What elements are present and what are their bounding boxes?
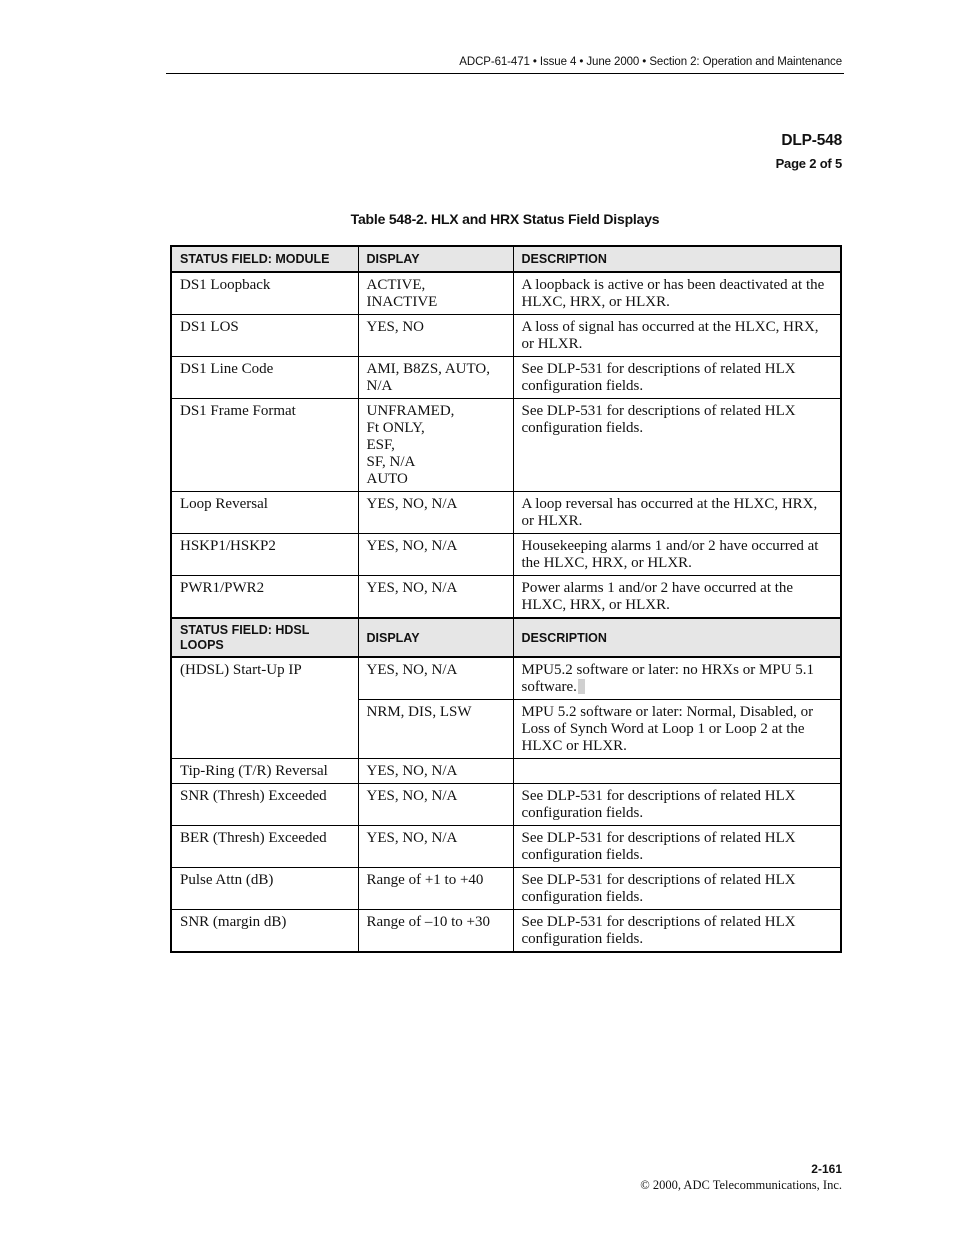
description-text: MPU5.2 software or later: no HRXs or MPU 5.1 software. [521, 662, 814, 695]
copyright-notice: © 2000, ADC Telecommunications, Inc. [640, 1178, 842, 1192]
description-cell: A loopback is active or has been deactivated at the HLXC, HRX, or HLXR. [513, 272, 841, 315]
display-cell: YES, NO, N/A [358, 492, 513, 534]
text-cursor-mark [578, 679, 585, 694]
display-cell: YES, NO, N/A [358, 784, 513, 826]
description-cell [513, 657, 841, 700]
description-cell: MPU 5.2 software or later: Normal, Disabled, or Loss of Synch Word at Loop 1 or Loop 2 at the HLXC or HLXR. [513, 700, 841, 759]
display-cell: AMI, B8ZS, AUTO, N/A [358, 357, 513, 399]
column-header: STATUS FIELD: MODULE [171, 246, 358, 272]
description-cell: A loss of signal has occurred at the HLXC, HRX, or HLXR. [513, 315, 841, 357]
field-cell: DS1 Line Code [171, 357, 358, 399]
description-cell: See DLP-531 for descriptions of related HLX configuration fields. [513, 784, 841, 826]
description-cell: See DLP-531 for descriptions of related HLX configuration fields. [513, 868, 841, 910]
column-header: DESCRIPTION [513, 246, 841, 272]
display-cell: YES, NO, N/A [358, 759, 513, 784]
page-number: 2-161 [811, 1162, 842, 1176]
description-cell [513, 759, 841, 784]
description-cell: Housekeeping alarms 1 and/or 2 have occurred at the HLXC, HRX, or HLXR. [513, 534, 841, 576]
table-caption: Table 548-2. HLX and HRX Status Field Displays [350, 211, 660, 227]
table-row [171, 759, 841, 784]
display-cell: UNFRAMED, Ft ONLY, ESF, SF, N/A AUTO [358, 399, 513, 492]
field-cell: SNR (Thresh) Exceeded [171, 784, 358, 826]
field-cell: Pulse Attn (dB) [171, 868, 358, 910]
display-cell: Range of –10 to +30 [358, 910, 513, 953]
table-row [171, 357, 841, 399]
table-row [171, 826, 841, 868]
field-cell: DS1 Loopback [171, 272, 358, 315]
display-cell: NRM, DIS, LSW [358, 700, 513, 759]
column-header: DESCRIPTION [513, 618, 841, 657]
column-header: DISPLAY [358, 618, 513, 657]
display-cell: YES, NO [358, 315, 513, 357]
running-header: ADCP-61-471 • Issue 4 • June 2000 • Section 2: Operation and Maintenance [459, 56, 842, 68]
field-cell: Tip-Ring (T/R) Reversal [171, 759, 358, 784]
table-row [171, 315, 841, 357]
field-cell: (HDSL) Start-Up IP [171, 657, 358, 759]
description-cell: See DLP-531 for descriptions of related HLX configuration fields. [513, 826, 841, 868]
module-header-row [171, 246, 841, 272]
display-cell: ACTIVE, INACTIVE [358, 272, 513, 315]
table-row [171, 657, 841, 700]
display-cell: YES, NO, N/A [358, 657, 513, 700]
dlp-title: DLP-548 [781, 132, 842, 149]
column-header: DISPLAY [358, 246, 513, 272]
field-cell: HSKP1/HSKP2 [171, 534, 358, 576]
field-cell: Loop Reversal [171, 492, 358, 534]
description-cell: See DLP-531 for descriptions of related HLX configuration fields. [513, 910, 841, 953]
field-cell: SNR (margin dB) [171, 910, 358, 953]
table-row [171, 868, 841, 910]
table-row [171, 399, 841, 492]
table-row [171, 576, 841, 619]
status-field-table [170, 245, 842, 953]
field-cell: BER (Thresh) Exceeded [171, 826, 358, 868]
hdsl-loops-header-row [171, 618, 841, 657]
display-cell: Range of +1 to +40 [358, 868, 513, 910]
display-cell: YES, NO, N/A [358, 534, 513, 576]
display-cell: YES, NO, N/A [358, 576, 513, 619]
field-cell: PWR1/PWR2 [171, 576, 358, 619]
description-cell: A loop reversal has occurred at the HLXC, HRX, or HLXR. [513, 492, 841, 534]
field-cell: DS1 Frame Format [171, 399, 358, 492]
field-cell: DS1 LOS [171, 315, 358, 357]
description-cell: See DLP-531 for descriptions of related HLX configuration fields. [513, 357, 841, 399]
column-header: STATUS FIELD: HDSL LOOPS [171, 618, 358, 657]
table-row [171, 534, 841, 576]
description-cell: Power alarms 1 and/or 2 have occurred at the HLXC, HRX, or HLXR. [513, 576, 841, 619]
description-cell: See DLP-531 for descriptions of related HLX configuration fields. [513, 399, 841, 492]
table-row [171, 272, 841, 315]
display-cell: YES, NO, N/A [358, 826, 513, 868]
table-row [171, 784, 841, 826]
page-indicator: Page 2 of 5 [775, 156, 842, 171]
table-row [171, 492, 841, 534]
table-row [171, 910, 841, 953]
header-rule [166, 73, 844, 74]
